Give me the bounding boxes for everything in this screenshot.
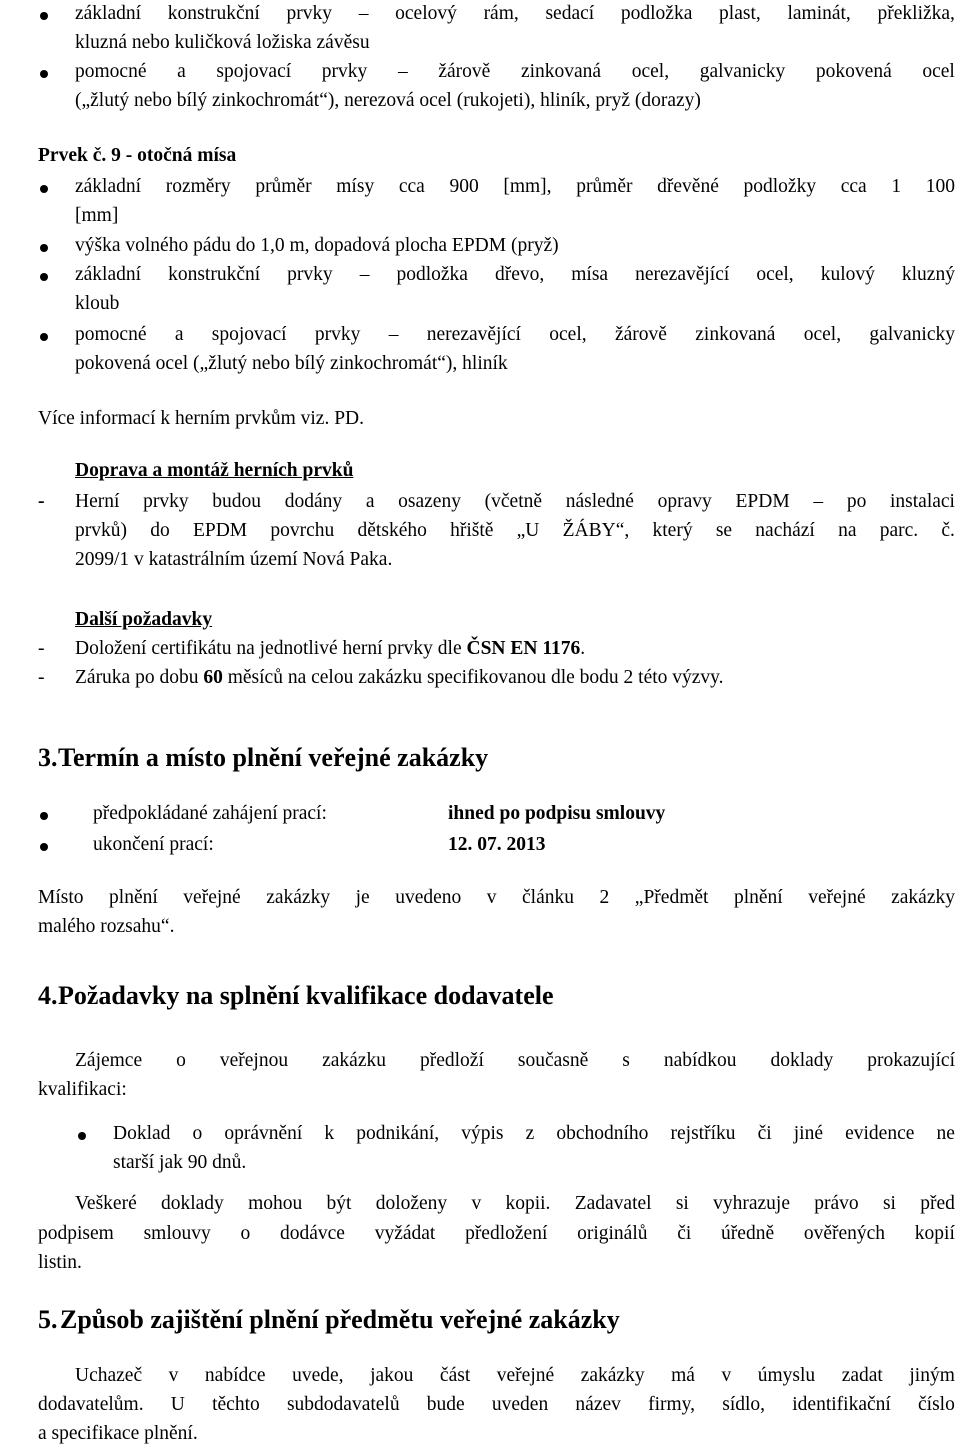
bullet — [40, 244, 48, 252]
section-heading: Doprava a montáž herních prvků — [75, 460, 354, 481]
word: pomocné — [75, 324, 147, 345]
word: galvanicky — [699, 61, 786, 82]
word: jiné — [793, 1123, 824, 1144]
word: plnění — [733, 887, 783, 908]
word: – — [358, 3, 369, 24]
text-line: pokovená ocel („žlutý nebo bílý zinkochromát“), hliník — [75, 353, 508, 374]
word: překližka, — [877, 3, 955, 24]
word: veřejné — [183, 887, 241, 908]
word: doklady — [770, 1050, 834, 1071]
word: instalaci — [890, 491, 955, 512]
word: uveden — [491, 1394, 549, 1415]
word: č. — [941, 520, 955, 541]
word: 1 — [891, 176, 902, 197]
word: sedací — [545, 3, 595, 24]
requirement-item — [75, 668, 724, 688]
section-number: 4. — [38, 981, 58, 1010]
word: evidence — [845, 1123, 915, 1144]
section-heading: Další požadavky — [75, 609, 213, 630]
word: osazeny — [398, 491, 461, 512]
word: ocel, — [549, 324, 587, 345]
word: o — [176, 1050, 186, 1071]
word: pomocné — [75, 61, 147, 82]
word: prvků) — [75, 520, 127, 541]
word: uvede, — [292, 1365, 344, 1386]
word: před — [920, 1193, 955, 1214]
word: Zadavatel — [574, 1193, 652, 1214]
word: z — [525, 1123, 535, 1144]
word: ocelový — [395, 3, 457, 24]
word: který — [652, 520, 693, 541]
word: prvky — [321, 61, 368, 82]
section-title: Termín a místo plnění veřejné zakázky — [58, 743, 489, 772]
word: budou — [212, 491, 262, 512]
word: veřejné — [808, 887, 866, 908]
word: předložení — [465, 1223, 548, 1244]
text-line: kloub — [75, 293, 120, 314]
word: doloženy — [375, 1193, 448, 1214]
text-line — [75, 4, 955, 26]
word: dřevěné — [657, 176, 719, 197]
word: EPDM — [192, 520, 248, 541]
bullet — [40, 812, 48, 820]
word: zadat — [841, 1365, 883, 1386]
word: část — [439, 1365, 471, 1386]
word: mísa — [571, 264, 609, 285]
word: v — [168, 1365, 179, 1386]
word: a — [177, 61, 186, 82]
word: rejstříku — [670, 1123, 736, 1144]
word: ŽÁBY“, — [562, 520, 630, 541]
word: předloží — [419, 1050, 484, 1071]
word: v — [486, 887, 497, 908]
word: Veškeré — [75, 1193, 137, 1214]
word: po — [846, 491, 867, 512]
end-label: ukončení prací: — [93, 834, 214, 855]
text-line — [113, 1124, 955, 1146]
start-value: ihned po podpisu smlouvy — [448, 803, 666, 824]
item-title: Prvek č. 9 - otočná mísa — [38, 145, 237, 166]
word: v — [471, 1193, 482, 1214]
word: plast, — [719, 3, 761, 24]
word: Doklad — [113, 1123, 171, 1144]
bullet — [40, 185, 48, 193]
text-line: 2099/1 v katastrálním území Nová Paka. — [75, 549, 393, 570]
word: uvedeno — [395, 887, 462, 908]
word: cca — [840, 176, 867, 197]
text-line — [75, 325, 955, 347]
word: výpis — [461, 1123, 504, 1144]
word: Herní — [75, 491, 120, 512]
word: prokazující — [867, 1050, 955, 1071]
word: doklady — [160, 1193, 224, 1214]
word: – — [359, 264, 370, 285]
word: číslo — [918, 1394, 955, 1415]
word: nachází — [755, 520, 815, 541]
punctuation: . — [580, 638, 586, 659]
section-title: Způsob zajištění plnění předmětu veřejné zakázky — [60, 1305, 620, 1334]
word: „U — [516, 520, 540, 541]
word: nabídce — [204, 1365, 266, 1386]
word: podpisem — [38, 1223, 114, 1244]
word: parc. — [879, 520, 919, 541]
word: 100 — [925, 176, 955, 197]
word: a — [174, 324, 184, 345]
text-line — [75, 1051, 955, 1073]
text-line: kvalifikaci: — [38, 1079, 127, 1100]
word: smlouvy — [143, 1223, 211, 1244]
word: žárově — [438, 61, 491, 82]
word: Uchazeč — [75, 1365, 143, 1386]
word: prvky — [286, 3, 333, 24]
word: zinkovaná — [695, 324, 776, 345]
start-label: předpokládané zahájení prací: — [93, 803, 327, 824]
word: rám, — [483, 3, 519, 24]
word: – — [397, 61, 408, 82]
more-info-text: Více informací k herním prvkům viz. PD. — [38, 408, 365, 429]
word: – — [813, 491, 824, 512]
word: základní — [75, 176, 142, 197]
text-line — [75, 1366, 955, 1388]
word: právo — [814, 1193, 859, 1214]
word: ocel, — [756, 264, 794, 285]
requirement-text: Doložení certifikátu na jednotlivé herní prvky dle — [75, 638, 467, 659]
text-line: výška volného pádu do 1,0 m, dopadová plocha EPDM (pryž) — [75, 235, 559, 256]
word: konstrukční — [167, 3, 260, 24]
word: v — [721, 1365, 732, 1386]
word: originálů — [577, 1223, 648, 1244]
word: ocel — [922, 61, 955, 82]
text-line — [75, 265, 955, 287]
text-line: („žlutý nebo bílý zinkochromát“), nerezová ocel (rukojeti), hliník, pryž (dorazy) — [75, 90, 701, 111]
word: je — [355, 887, 370, 908]
word: plnění — [109, 887, 158, 908]
word: oprávnění — [224, 1123, 303, 1144]
word: rozměry — [165, 176, 231, 197]
word: průměr — [255, 176, 312, 197]
word: nerezavějící — [635, 264, 730, 285]
word: dodavatelům. — [38, 1394, 144, 1415]
word: 900 — [449, 176, 479, 197]
word: spojovací — [211, 324, 287, 345]
text-line — [38, 1224, 955, 1246]
word: cca — [398, 176, 425, 197]
word: laminát, — [787, 3, 851, 24]
word: (včetně — [484, 491, 543, 512]
bullet — [40, 843, 48, 851]
word: základní — [75, 264, 142, 285]
word: úředně — [721, 1223, 775, 1244]
word: povrchu — [270, 520, 335, 541]
text-line — [38, 888, 955, 910]
word: či — [677, 1223, 692, 1244]
word: má — [671, 1365, 695, 1386]
section-number: 3. — [38, 743, 58, 772]
text-line: a specifikace plnění. — [38, 1423, 198, 1444]
word: kluzný — [901, 264, 955, 285]
word: žárově — [614, 324, 667, 345]
word: úmyslu — [757, 1365, 816, 1386]
word: veřejnou — [219, 1050, 289, 1071]
word: ne — [936, 1123, 955, 1144]
warranty-months: 60 — [203, 667, 223, 688]
text-line — [38, 1395, 955, 1417]
word: mohou — [248, 1193, 303, 1214]
word: s — [622, 1050, 630, 1071]
word: článku — [522, 887, 575, 908]
word: 2 — [599, 887, 610, 908]
word: ocel, — [803, 324, 842, 345]
word: si — [675, 1193, 689, 1214]
text-line: starší jak 90 dnů. — [113, 1152, 247, 1173]
word: dodány — [284, 491, 343, 512]
word: se — [715, 520, 733, 541]
bullet — [40, 273, 48, 281]
section-title: Požadavky na splnění kvalifikace dodavatele — [58, 981, 554, 1010]
word: název — [575, 1394, 621, 1415]
word: na — [838, 520, 857, 541]
word: sídlo, — [722, 1394, 766, 1415]
text-line: malého rozsahu“. — [38, 916, 175, 937]
word: zakázky — [891, 887, 955, 908]
text-line — [75, 1194, 955, 1216]
word: podložka — [396, 264, 468, 285]
bullet — [78, 1132, 86, 1140]
word: ocel, — [631, 61, 670, 82]
word: dřevo, — [494, 264, 545, 285]
word: o — [240, 1223, 251, 1244]
word: prvky — [314, 324, 361, 345]
word: kulový — [820, 264, 875, 285]
word: zakázky — [580, 1365, 645, 1386]
text-line — [75, 62, 955, 84]
word: obchodního — [556, 1123, 649, 1144]
word: konstrukční — [168, 264, 261, 285]
word: „Předmět — [634, 887, 709, 908]
norm-reference: ČSN EN 1176 — [466, 638, 581, 659]
bullet — [40, 333, 48, 341]
word: [mm], — [503, 176, 552, 197]
word: podnikání, — [356, 1123, 440, 1144]
requirement-text: měsíců na celou zakázku specifikovanou dle bodu 2 této výzvy. — [222, 667, 724, 688]
word: či — [757, 1123, 772, 1144]
word: opravy — [657, 491, 712, 512]
word: zakázku — [322, 1050, 386, 1071]
word: ověřených — [803, 1223, 886, 1244]
bullet — [40, 70, 48, 78]
word: bude — [426, 1394, 465, 1415]
text-line — [75, 521, 955, 543]
end-value: 12. 07. 2013 — [448, 834, 546, 855]
word: identifikační — [792, 1394, 891, 1415]
word: kopií — [914, 1223, 955, 1244]
word: o — [192, 1123, 203, 1144]
word: si — [882, 1193, 896, 1214]
word: prvky — [143, 491, 189, 512]
bullet — [40, 12, 48, 20]
word: kopii. — [505, 1193, 551, 1214]
text-line: [mm] — [75, 205, 119, 226]
word: podložky — [743, 176, 817, 197]
word: následné — [565, 491, 634, 512]
text-line: kluzná nebo kuličková ložiska závěsu — [75, 32, 370, 53]
word: EPDM — [735, 491, 790, 512]
word: spojovací — [216, 61, 292, 82]
text-line: listin. — [38, 1252, 82, 1273]
word: základní — [75, 3, 142, 24]
word: pokovená — [815, 61, 892, 82]
word: subdodavatelů — [286, 1394, 400, 1415]
word: mísy — [336, 176, 375, 197]
word: zinkovaná — [520, 61, 602, 82]
word: hřiště — [450, 520, 494, 541]
word: zakázky — [266, 887, 331, 908]
word: k — [324, 1123, 335, 1144]
word: Zájemce — [75, 1050, 143, 1071]
word: dodávce — [279, 1223, 345, 1244]
word: těchto — [212, 1394, 260, 1415]
word: současně — [517, 1050, 589, 1071]
word: – — [388, 324, 399, 345]
word: průměr — [576, 176, 633, 197]
word: galvanicky — [869, 324, 955, 345]
requirement-item — [75, 639, 585, 659]
word: Místo — [38, 887, 84, 908]
requirement-text: Záruka po dobu — [75, 667, 204, 688]
word: jiným — [909, 1365, 955, 1386]
word: vyžádat — [374, 1223, 436, 1244]
dash-marker: - — [38, 667, 45, 688]
word: U — [170, 1394, 185, 1415]
word: vyhrazuje — [713, 1193, 791, 1214]
word: nabídkou — [663, 1050, 737, 1071]
word: podložka — [620, 3, 693, 24]
word: nerezavějící — [426, 324, 521, 345]
word: prvky — [287, 264, 333, 285]
word: dětského — [357, 520, 427, 541]
text-line — [75, 177, 955, 199]
word: jakou — [370, 1365, 414, 1386]
word: a — [365, 491, 375, 512]
text-line — [75, 492, 955, 514]
section-number: 5. — [38, 1305, 58, 1334]
dash-marker: - — [38, 638, 45, 659]
word: firmy, — [648, 1394, 696, 1415]
dash-marker: - — [38, 491, 45, 512]
word: do — [150, 520, 170, 541]
word: veřejné — [496, 1365, 555, 1386]
word: být — [326, 1193, 352, 1214]
